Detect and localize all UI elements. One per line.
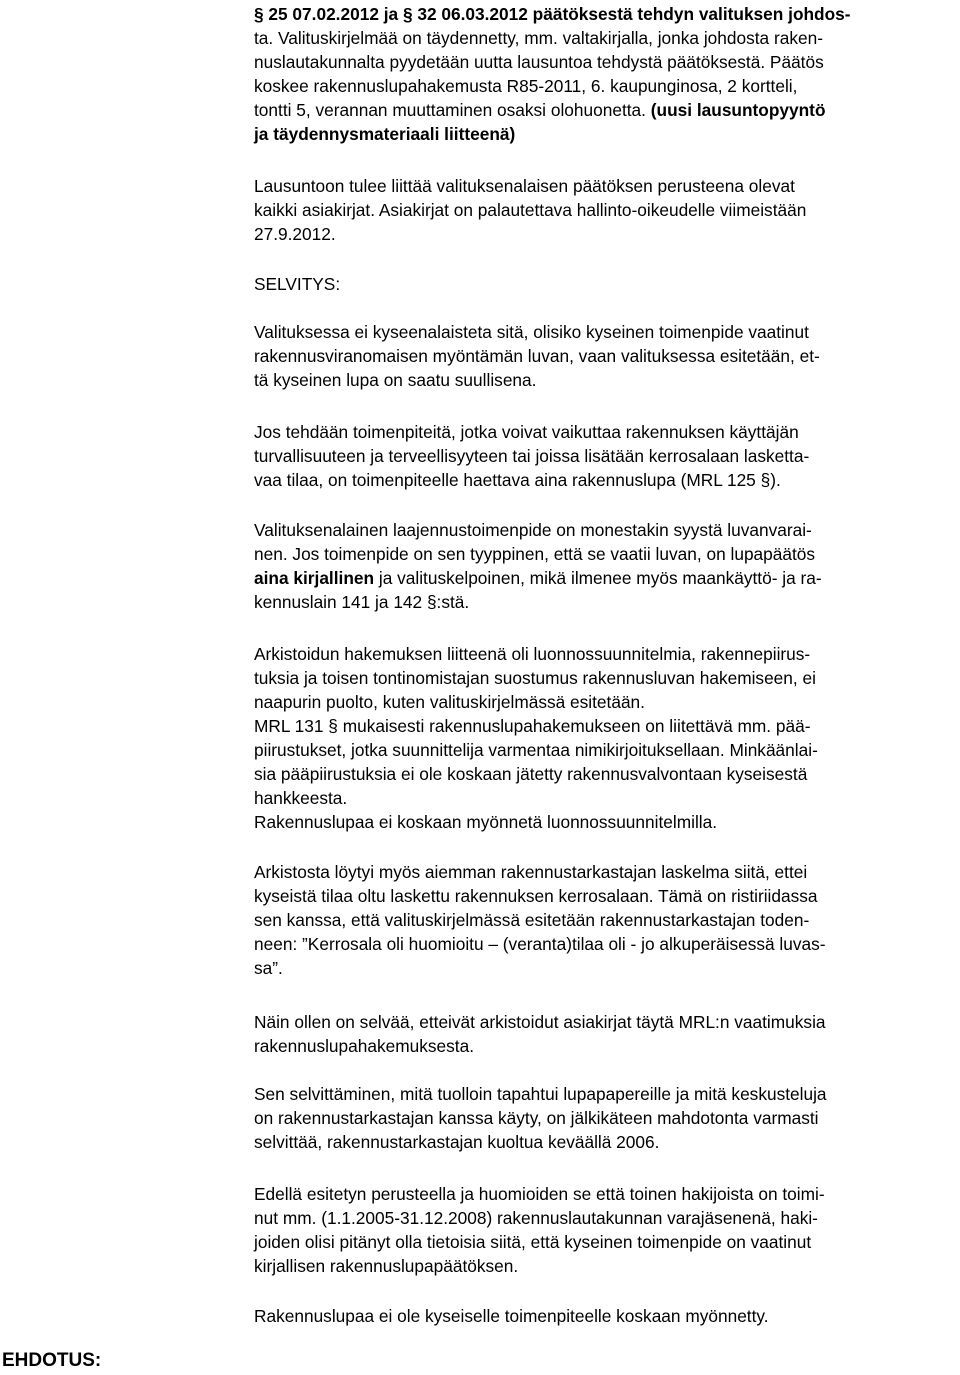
paragraph-line: kyseistä tilaa oltu laskettu rakennuksen kerrosalaan. Tämä on ristiriidassa bbox=[254, 886, 818, 906]
paragraph-line: selvittää, rakennustarkastajan kuoltua keväällä 2006. bbox=[254, 1132, 660, 1152]
paragraph-line: Arkistoidun hakemuksen liitteenä oli luonnossuunnitelmia, rakennepiirus- bbox=[254, 644, 811, 664]
paragraph-line: nut mm. (1.1.2005-31.12.2008) rakennuslautakunnan varajäsenenä, haki- bbox=[254, 1208, 818, 1228]
paragraph-line: turvallisuuteen ja terveellisyyteen tai joissa lisätään kerrosalaan laskettа- bbox=[254, 446, 810, 466]
intro-line: ta. Valituskirjelmää on täydennetty, mm. valtakirjalla, jonka johdosta raken- bbox=[254, 28, 823, 48]
intro-line: koskee rakennuslupahakemusta R85-2011, 6. kaupunginosa, 2 kortteli, bbox=[254, 76, 798, 96]
statement-line: kaikki asiakirjat. Asiakirjat on palautettava hallinto-oikeudelle viimeistään bbox=[254, 200, 807, 220]
paragraph-2 bbox=[254, 420, 954, 492]
paragraph-line: tä kyseinen lupa on saatu suullisena. bbox=[254, 370, 537, 390]
side-label-ehdotus: EHDOTUS: bbox=[2, 1350, 102, 1371]
paragraph-line: Valituksenalainen laajennustoimenpide on monestakin syystä luvanvarai- bbox=[254, 520, 812, 540]
statement-block bbox=[254, 174, 954, 246]
paragraph-line: kennuslain 141 ja 142 §:stä. bbox=[254, 592, 470, 612]
paragraph-line: hankkeesta. bbox=[254, 788, 348, 808]
paragraph-line: kirjallisen rakennuslupapäätöksen. bbox=[254, 1256, 519, 1276]
paragraph-line: Sen selvittäminen, mitä tuolloin tapahtui lupapapereille ja mitä keskusteluja bbox=[254, 1084, 827, 1104]
paragraph-line: naapurin puolto, kuten valituskirjelmässä esitetään. bbox=[254, 692, 645, 712]
bold-emphasis: aina kirjallinen bbox=[254, 568, 375, 588]
paragraph-line: Edellä esitetyn perusteella ja huomioiden se että toinen hakijoista on toimi- bbox=[254, 1184, 825, 1204]
paragraph-1 bbox=[254, 320, 954, 392]
paragraph-5 bbox=[254, 860, 954, 980]
paragraph-line: sia pääpiirustuksia ei ole koskaan jätetty rakennusvalvontaan kyseisestä bbox=[254, 764, 808, 784]
paragraph-line: Näin ollen on selvää, etteivät arkistoidut asiakirjat täytä MRL:n vaatimuksia bbox=[254, 1012, 826, 1032]
paragraph-line: aina kirjallinen ja valituskelpoinen, mikä ilmenee myös maankäyttö- ja ra- bbox=[254, 568, 822, 588]
paragraph-line: piirustukset, jotka suunnittelija varmentaa nimikirjoituksellaan. Minkäänlai- bbox=[254, 740, 818, 760]
intro-line: tontti 5, verannan muuttaminen osaksi olohuonetta. (uusi lausuntopyyntö bbox=[254, 100, 826, 120]
paragraph-line: sen kanssa, että valituskirjelmässä esitetään rakennustarkastajan toden- bbox=[254, 910, 810, 930]
paragraph-line: Rakennuslupaa ei koskaan myönnetä luonnossuunnitelmilla. bbox=[254, 812, 718, 832]
intro-line: nuslautakunnalta pyydetään uutta lausuntoa tehdystä päätöksestä. Päätös bbox=[254, 52, 824, 72]
intro-line: ja täydennysmateriaali liitteenä) bbox=[254, 124, 516, 144]
paragraph-4 bbox=[254, 642, 954, 834]
statement-line: 27.9.2012. bbox=[254, 224, 336, 244]
paragraph-line: neen: ”Kerrosala oli huomioitu – (veranta)tilaa oli - jo alkuperäisessä luvas- bbox=[254, 934, 826, 954]
paragraph-line: joiden olisi pitänyt olla tietoisia siitä, että kyseinen toimenpide on vaatinut bbox=[254, 1232, 812, 1252]
paragraph-line: MRL 131 § mukaisesti rakennuslupahakemukseen on liitettävä mm. pää- bbox=[254, 716, 811, 736]
paragraph-line: rakennusviranomaisen myöntämän luvan, vaan valituksessa esitetään, et- bbox=[254, 346, 820, 366]
intro-block bbox=[254, 2, 954, 146]
paragraph-7 bbox=[254, 1082, 954, 1154]
paragraph-line: nen. Jos toimenpide on sen tyyppinen, että se vaatii luvan, on lupapäätös bbox=[254, 544, 816, 564]
section-heading: SELVITYS: bbox=[254, 274, 341, 294]
paragraph-line: Rakennuslupaa ei ole kyseiselle toimenpiteelle koskaan myönnetty. bbox=[254, 1306, 769, 1326]
paragraph-8 bbox=[254, 1182, 954, 1278]
paragraph-line: Jos tehdään toimenpiteitä, jotka voivat vaikuttaa rakennuksen käyttäjän bbox=[254, 422, 799, 442]
paragraph-line: Valituksessa ei kyseenalaisteta sitä, olisiko kyseinen toimenpide vaatinut bbox=[254, 322, 809, 342]
paragraph-line: sa”. bbox=[254, 958, 283, 978]
intro-line: § 25 07.02.2012 ja § 32 06.03.2012 päätöksestä tehdyn valituksen johdos- bbox=[254, 4, 851, 24]
paragraph-line: rakennuslupahakemuksesta. bbox=[254, 1036, 474, 1056]
paragraph-3 bbox=[254, 518, 954, 614]
paragraph-line: Arkistosta löytyi myös aiemman rakennustarkastajan laskelma siitä, ettei bbox=[254, 862, 808, 882]
statement-line: Lausuntoon tulee liittää valituksenalaisen päätöksen perusteena olevat bbox=[254, 176, 795, 196]
paragraph-9 bbox=[254, 1304, 954, 1328]
paragraph-6 bbox=[254, 1010, 954, 1058]
paragraph-line: on rakennustarkastajan kanssa käyty, on jälkikäteen mahdotonta varmasti bbox=[254, 1108, 819, 1128]
paragraph-line: tuksia ja toisen tontinomistajan suostumus rakennusluvan hakemiseen, ei bbox=[254, 668, 816, 688]
intro-bold-note: (uusi lausuntopyyntö bbox=[645, 100, 826, 120]
paragraph-line: vaa tilaa, on toimenpiteelle haettava aina rakennuslupa (MRL 125 §). bbox=[254, 470, 781, 490]
